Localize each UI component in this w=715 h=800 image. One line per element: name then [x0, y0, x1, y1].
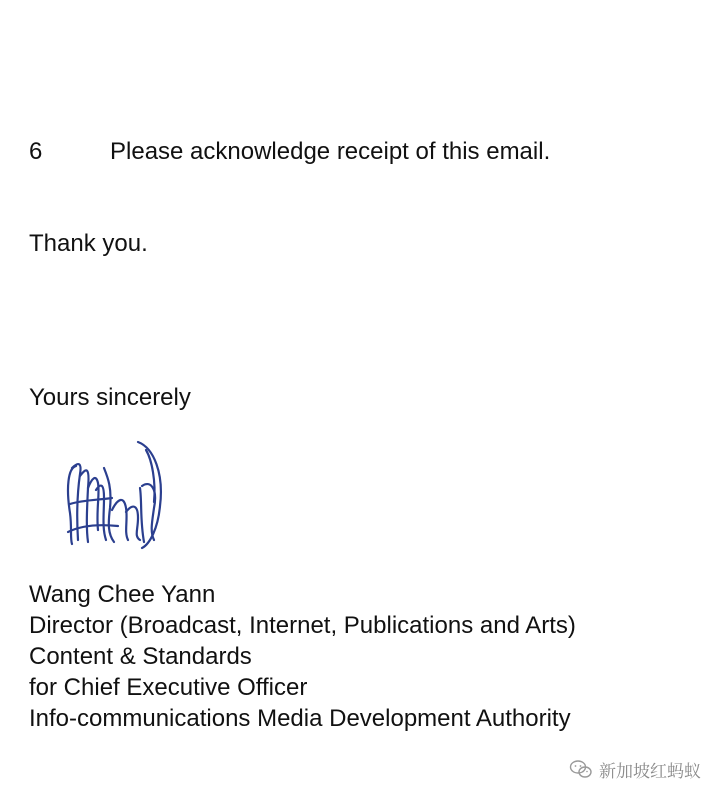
paragraph-text: Please acknowledge receipt of this email.: [110, 138, 551, 165]
paragraph-number: 6: [29, 138, 43, 165]
wechat-icon: [569, 758, 593, 780]
signatory-on-behalf: for Chief Executive Officer: [29, 674, 308, 701]
watermark-text: 新加坡红蚂蚁: [599, 761, 701, 782]
thanks-line: Thank you.: [29, 230, 148, 257]
watermark: [569, 756, 701, 782]
signatory-name: Wang Chee Yann: [29, 581, 216, 608]
signatory-organisation: Info-communications Media Development Authority: [29, 705, 571, 732]
signature-block: [29, 579, 576, 734]
signatory-title: Director (Broadcast, Internet, Publications and Arts): [29, 612, 576, 639]
signatory-department: Content & Standards: [29, 643, 252, 670]
signature-icon: [58, 428, 178, 558]
valediction: Yours sincerely: [29, 384, 191, 411]
